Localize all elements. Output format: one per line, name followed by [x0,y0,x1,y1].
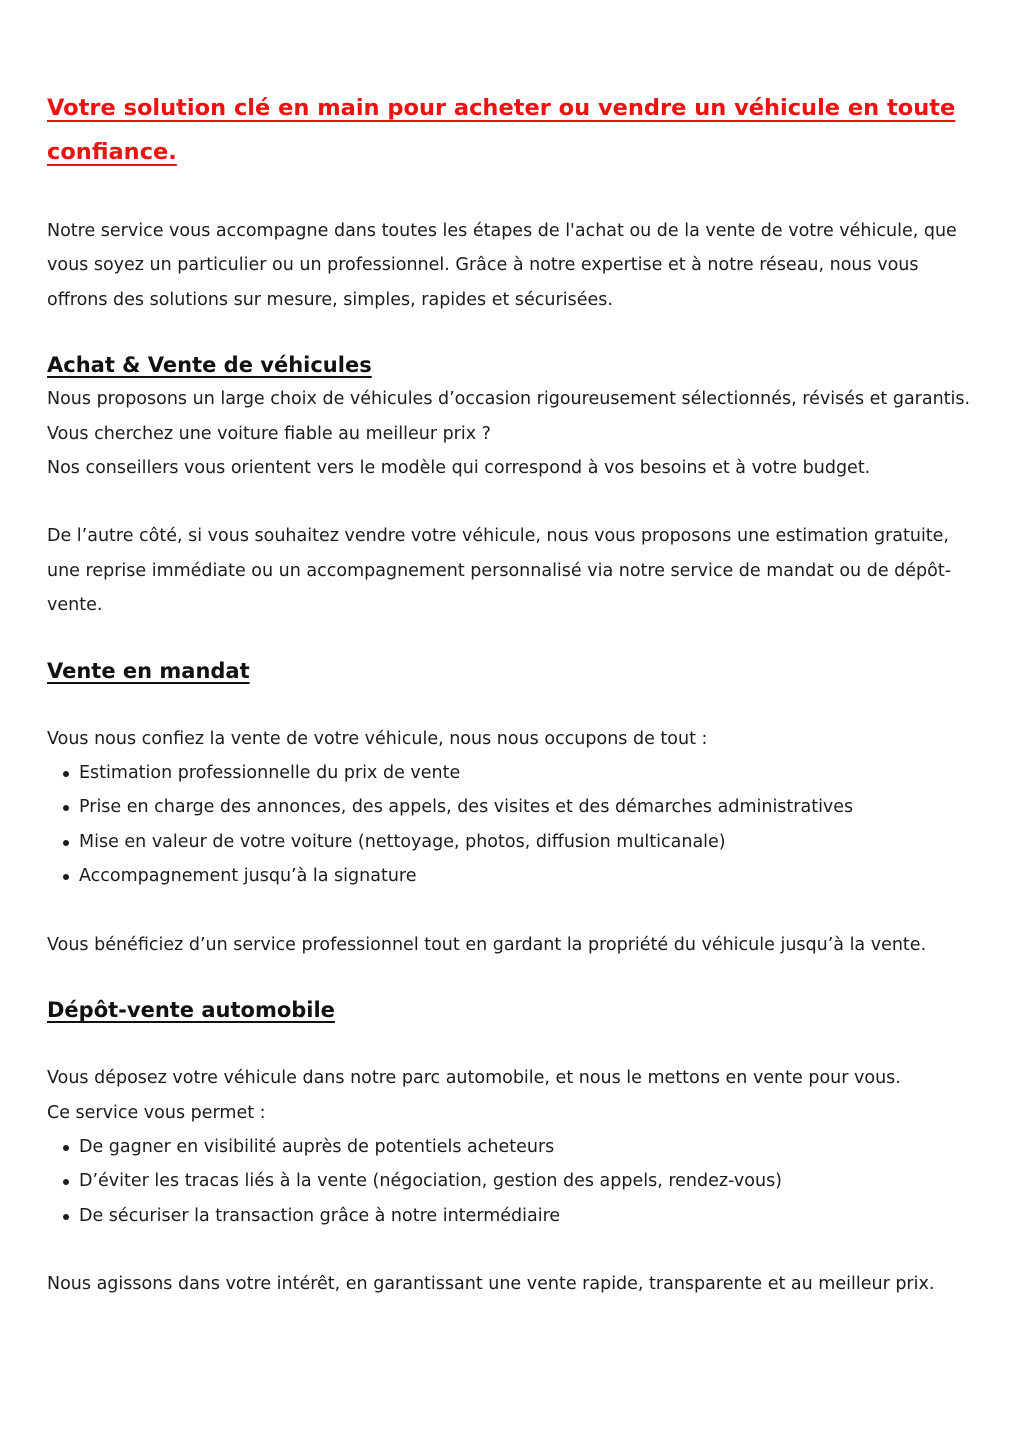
section-heading-mandat: Vente en mandat [47,658,250,683]
depot-outro: Nous agissons dans votre intérêt, en garantissant une vente rapide, transparente et au meilleur prix. [47,1274,935,1295]
list-item: De sécuriser la transaction grâce à notre intermédiaire [79,1199,977,1233]
spacer [47,894,977,928]
mandat-list [47,756,977,894]
mandat-intro: Vous nous confiez la vente de votre véhicule, nous nous occupons de tout : [47,728,708,749]
spacer [47,1027,977,1061]
page-title: Votre solution clé en main pour acheter ou vendre un véhicule en toute confiance. [47,95,956,165]
spacer [47,688,977,722]
section-heading-depot: Dépôt-vente automobile [47,998,335,1023]
spacer [47,962,977,993]
mandat-outro: Vous bénéficiez d’un service professionnel tout en gardant la propriété du véhicule jusqu’à la vente. [47,934,927,955]
section-heading-achat-vente: Achat & Vente de véhicules [47,353,372,378]
spacer [47,485,977,519]
list-item: Mise en valeur de votre voiture (nettoyage, photos, diffusion multicanale) [79,825,977,859]
achat-vente-paragraph-1: Nous proposons un large choix de véhicules d’occasion rigoureusement sélectionnés, révisés et garantis. Vous cherchez une voiture fiable au meilleur prix ? [47,389,971,444]
document-body [47,86,977,1302]
list-item: Prise en charge des annonces, des appels, des visites et des démarches administratives [79,790,977,824]
list-item: De gagner en visibilité auprès de potentiels acheteurs [79,1130,977,1164]
list-item: Estimation professionnelle du prix de vente [79,756,977,790]
achat-vente-paragraph-3: De l’autre côté, si vous souhaitez vendre votre véhicule, nous vous proposons une estimation gratuite, une reprise immédiate ou un accompagnement personnalisé via notre service de mandat ou de dépôt-vente. [47,526,952,616]
spacer [47,317,977,348]
depot-intro-1: Vous déposez votre véhicule dans notre parc automobile, et nous le mettons en vente pour vous. [47,1068,901,1089]
list-item: D’éviter les tracas liés à la vente (négociation, gestion des appels, rendez-vous) [79,1164,977,1198]
depot-list [47,1130,977,1233]
spacer [47,623,977,654]
achat-vente-paragraph-2: Nos conseillers vous orientent vers le modèle qui correspond à vos besoins et à votre budget. [47,458,871,479]
depot-intro-2: Ce service vous permet : [47,1102,266,1123]
intro-paragraph: Notre service vous accompagne dans toutes les étapes de l'achat ou de la vente de votre véhicule, que vous soyez un particulier ou un professionnel. Grâce à notre expertise et à notre réseau, nous vous offrons des solutions sur mesure, simples, rapides et sécurisées. [47,221,957,310]
spacer [47,1233,977,1267]
list-item: Accompagnement jusqu’à la signature [79,859,977,893]
